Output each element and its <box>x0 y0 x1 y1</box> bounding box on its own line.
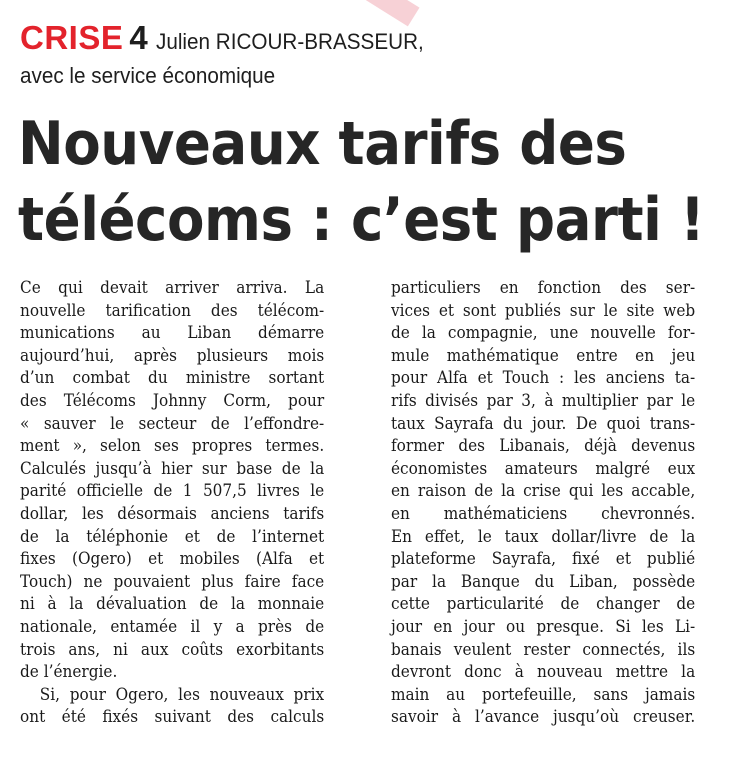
article-text-line: nationale, entamée il y a près de <box>20 616 325 637</box>
article-text-line: nouvelle tarification des télécom- <box>20 300 325 321</box>
article-text-line: cette particularité de changer de <box>391 594 696 615</box>
article-text-line: mule mathématique entre en jeu <box>391 345 696 366</box>
headline-line-1: Nouveaux tarifs des <box>18 109 627 179</box>
article-headline <box>18 106 756 258</box>
author-name: Julien RICOUR-BRASSEUR, <box>155 29 424 54</box>
article-text-line: de l’énergie. <box>20 662 118 683</box>
article-text-line: savoir à l’avance jusqu’où creuser. <box>391 707 696 728</box>
article-text-line: vices et sont publiés sur le site web <box>391 300 696 321</box>
article-text-line: main au portefeuille, sans jamais <box>391 684 696 705</box>
article-text-line: ont été fixés suivant des calculs <box>20 707 325 728</box>
article-text-line: économistes amateurs malgré eux <box>391 458 696 479</box>
article-text-line: particuliers en fonction des ser- <box>391 278 696 298</box>
article-text-line: banais veulent rester connectés, ils <box>391 639 696 660</box>
headline-line-2: télécoms : c’est parti ! <box>18 185 705 255</box>
article-text-line: ment », selon ses propres termes. <box>20 436 325 457</box>
article-text-line: former des Libanais, déjà devenus <box>391 436 696 457</box>
article-text-line: d’un combat du ministre sortant <box>20 368 325 389</box>
article-text-line: ni à la dévaluation de la monnaie <box>20 594 325 615</box>
article-column-left <box>20 277 358 729</box>
article-text-line: Calculés jusqu’à hier sur base de la <box>20 458 325 479</box>
article-text-line: munications au Liban démarre <box>20 323 325 344</box>
article-text-line: en mathématiciens chevronnés. <box>391 503 696 524</box>
article-text-line: fixes (Ogero) et mobiles (Alfa et <box>20 549 325 570</box>
article-text-line: rifs divisés par 3, à multiplier par le <box>391 390 696 411</box>
article-text-line: « sauver le secteur de l’effondre- <box>20 413 325 434</box>
contributor-line: avec le service économique <box>20 63 276 88</box>
article-text-line: des Télécoms Johnny Corm, pour <box>20 390 325 411</box>
article-text-line: en raison de la crise qui les accable, <box>391 481 696 502</box>
article-column-right <box>391 277 729 729</box>
article-text-line: dollar, les désormais anciens tarifs <box>20 503 325 524</box>
article-text-line: Touch) ne pouvaient plus faire face <box>20 571 325 592</box>
article-text-line: de la compagnie, une nouvelle for- <box>391 323 696 344</box>
article-text-line: En effet, le taux dollar/livre de la <box>391 526 696 547</box>
page-number: 4 <box>129 19 148 56</box>
article-text-line: devront donc à nouveau mettre la <box>391 662 696 683</box>
article-text-line: trois ans, ni aux coûts exorbitants <box>20 639 325 660</box>
byline <box>20 18 441 65</box>
article-text-line: parité officielle de 1 507,5 livres le <box>20 481 325 502</box>
article-text-line: par la Banque du Liban, possède <box>391 571 696 592</box>
article-text-line: jour en jour ou presque. Si les Li- <box>391 616 696 637</box>
article-text-line: pour Alfa et Touch : les anciens ta- <box>391 368 696 389</box>
article-text-line: Si, pour Ogero, les nouveaux prix <box>39 684 325 705</box>
article-text-line: de la téléphonie et de l’internet <box>20 526 325 547</box>
section-rubric: CRISE <box>20 19 124 56</box>
article-text-line: Ce qui devait arriver arriva. La <box>20 278 325 298</box>
article-text-line: taux Sayrafa du jour. De quoi trans- <box>391 413 696 434</box>
article-text-line: aujourd’hui, après plusieurs mois <box>20 345 325 366</box>
article-text-line: plateforme Sayrafa, fixé et publié <box>391 549 696 570</box>
